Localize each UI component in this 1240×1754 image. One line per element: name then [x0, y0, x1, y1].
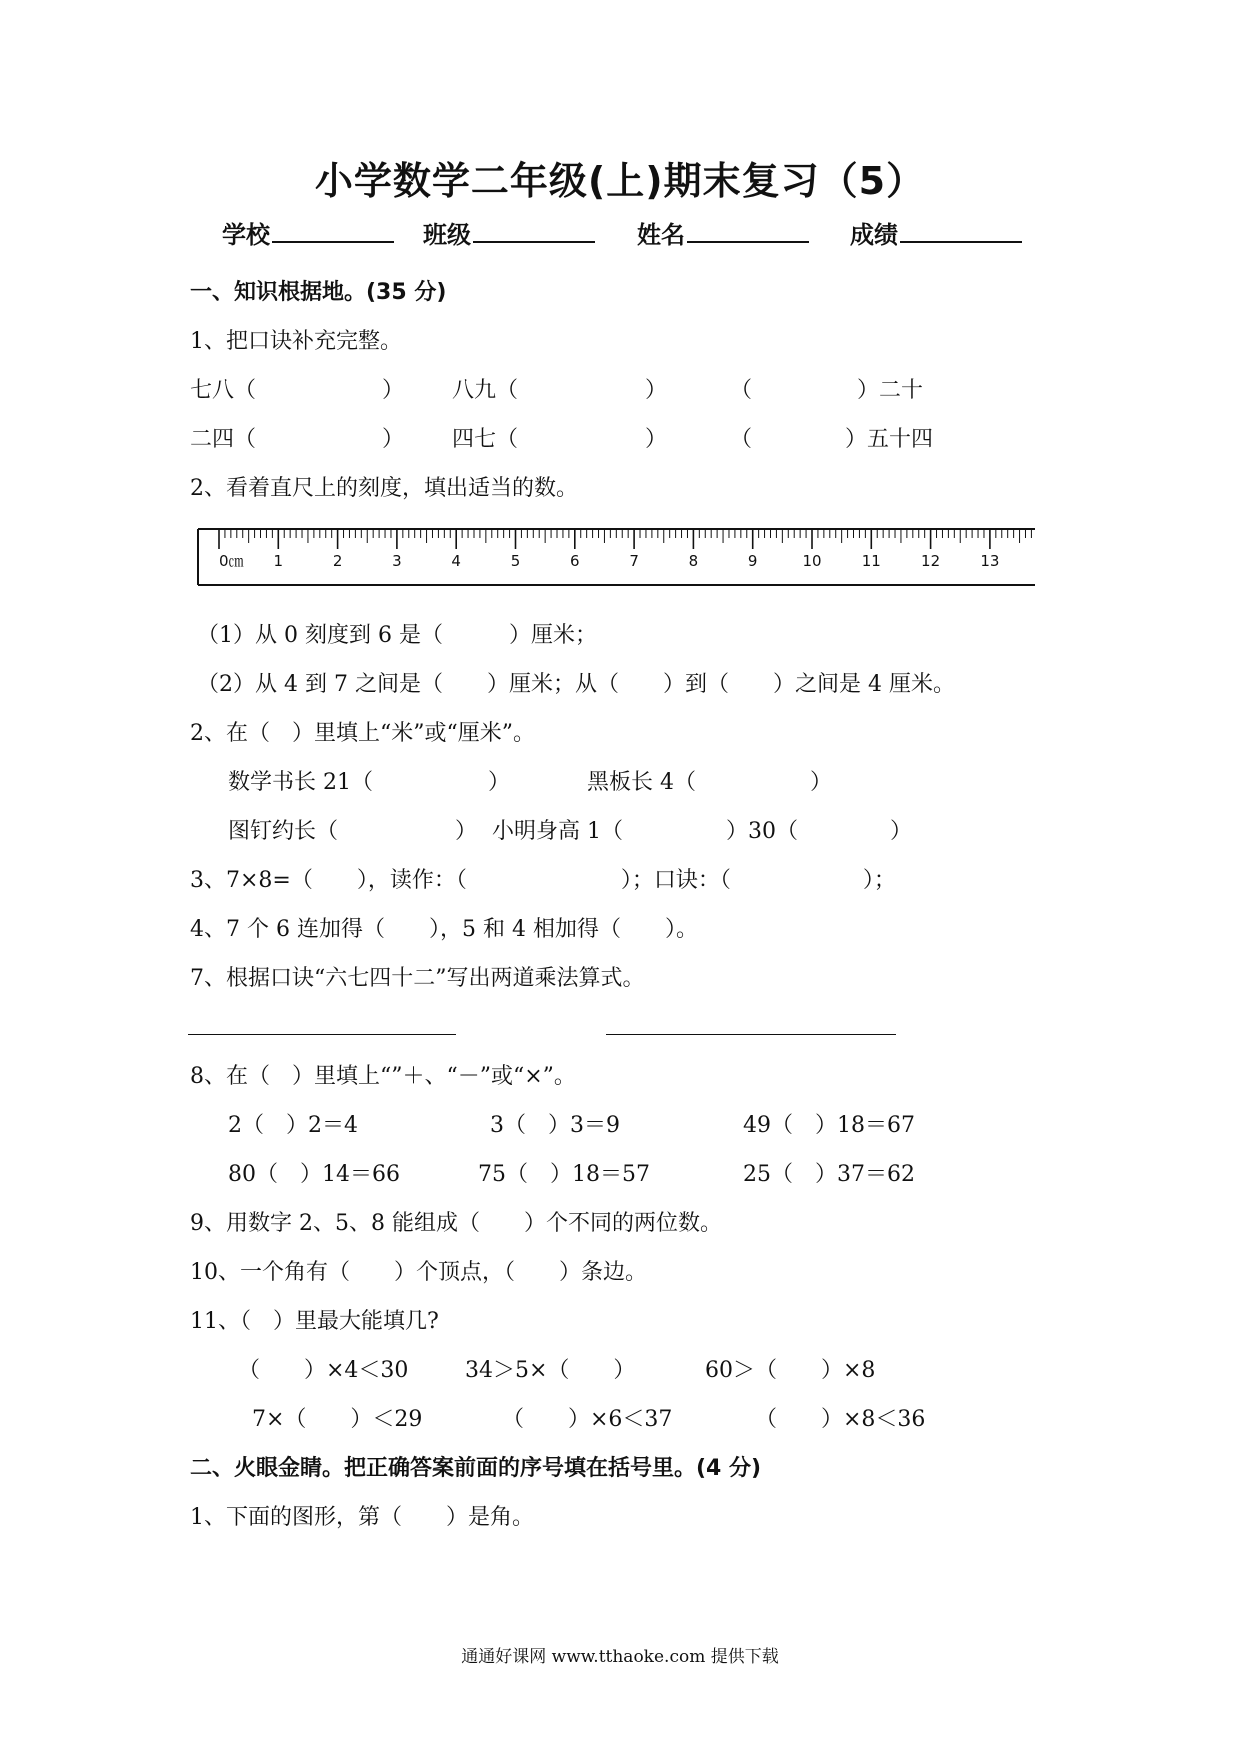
blank-line: [900, 219, 1022, 243]
q11-row2-a: 7×（ ）＜29: [252, 1407, 423, 1432]
q11-row1-c: 60＞（ ）×8: [705, 1358, 876, 1383]
ruler-label: 5: [510, 552, 521, 570]
q1-row1-f: ）二十: [857, 378, 924, 403]
q11-row1-b: 34＞5×（ ）: [465, 1358, 636, 1383]
q1-row1-d: ）: [645, 378, 668, 403]
q2b-row2-d: ）30（: [726, 819, 798, 844]
info-label: 成绩: [850, 221, 898, 249]
q1-row2-b: ）: [382, 427, 405, 452]
q2-sub1: （1）从 0 刻度到 6 是（ ）厘米；: [197, 623, 597, 648]
q1-row1-a: 七八（: [190, 378, 257, 403]
q1-row2-d: ）: [645, 427, 668, 452]
q2b-prompt: 2、在（ ）里填上“米”或“厘米”。: [190, 721, 535, 746]
info-label: 学校: [222, 221, 270, 249]
ruler-diagram: [197, 528, 1035, 586]
q2b-row2-c: 小明身高 1（: [492, 819, 623, 844]
q2b-row2-e: ）: [890, 819, 913, 844]
q1-row1-b: ）: [382, 378, 405, 403]
ruler-label: 2: [332, 552, 343, 570]
q11-row2-b: （ ）×6＜37: [502, 1407, 673, 1432]
section2-q1: 1、下面的图形，第（ ）是角。: [190, 1505, 534, 1530]
q2b-row1-c: 黑板长 4（: [587, 770, 696, 795]
q8-row2-a: 80（ ）14＝66: [228, 1162, 400, 1187]
ruler-label: 7: [629, 552, 639, 570]
q8-row1-b: 3（ ）3＝9: [490, 1113, 620, 1138]
blank-line: [473, 219, 595, 243]
q1-row2-c: 四七（: [452, 427, 519, 452]
q9: 9、用数字 2、5、8 能组成（ ）个不同的两位数。: [190, 1211, 722, 1236]
q2b-row1-b: ）: [488, 770, 511, 795]
ruler-label: 8: [688, 552, 699, 570]
page-title: 小学数学二年级(上)期末复习（5）: [314, 159, 926, 203]
q8-row1-c: 49（ ）18＝67: [743, 1113, 915, 1138]
q2b-row1-d: ）: [810, 770, 833, 795]
ruler-label: 4: [451, 552, 461, 570]
q8-row2-c: 25（ ）37＝62: [743, 1162, 915, 1187]
q1-row2-a: 二四（: [190, 427, 257, 452]
q2-sub2: （2）从 4 到 7 之间是（ ）厘米；从（ ）到（ ）之间是 4 厘米。: [197, 672, 955, 697]
q3: 3、7×8=（ ），读作：（ ）；口诀：（ ）；: [190, 868, 896, 893]
q2-prompt: 2、看着直尺上的刻度，填出适当的数。: [190, 476, 578, 501]
q2b-row2-a: 图钉约长（: [228, 819, 339, 844]
answer-line-1[interactable]: [188, 1034, 456, 1035]
section2-heading: 二、火眼金睛。把正确答案前面的序号填在括号里。(4 分): [190, 1456, 762, 1481]
ruler-label: 0㎝: [219, 552, 244, 570]
q1-row2-f: ）五十四: [845, 427, 934, 452]
info-score: [850, 215, 1022, 250]
q1-row2-e: （: [730, 427, 753, 452]
ruler-label: 9: [747, 552, 758, 570]
q7: 7、根据口诀“六七四十二”写出两道乘法算式。: [190, 966, 645, 991]
blank-line: [687, 219, 809, 243]
section1-heading: 一、知识根据地。(35 分): [190, 280, 447, 305]
q8-prompt: 8、在（ ）里填上“”＋、“－”或“×”。: [190, 1064, 576, 1089]
q8-row2-b: 75（ ）18＝57: [478, 1162, 650, 1187]
ruler-label: 6: [570, 552, 580, 570]
ruler-label: 13: [980, 552, 1000, 570]
footer-text: 通通好课网 www.tthaoke.com 提供下载: [461, 1647, 779, 1667]
q8-row1-a: 2（ ）2＝4: [228, 1113, 358, 1138]
info-label: 班级: [423, 221, 471, 249]
ruler-labels: [219, 552, 999, 570]
q1-row1-e: （: [730, 378, 753, 403]
info-name: [637, 215, 809, 250]
blank-line: [272, 219, 394, 243]
q1-row1-c: 八九（: [452, 378, 519, 403]
q2b-row2-b: ）: [455, 819, 478, 844]
answer-line-2[interactable]: [606, 1034, 896, 1035]
q11-row1-a: （ ）×4＜30: [238, 1358, 409, 1383]
info-class: [423, 215, 595, 250]
q11-prompt: 11、（ ）里最大能填几?: [190, 1309, 439, 1334]
info-school: [222, 215, 394, 250]
q2b-row1-a: 数学书长 21（: [228, 770, 373, 795]
ruler-label: 10: [802, 552, 822, 570]
q11-row2-c: （ ）×8＜36: [755, 1407, 926, 1432]
ruler-label: 11: [861, 552, 881, 570]
ruler-label: 12: [921, 552, 941, 570]
ruler-label: 1: [273, 552, 284, 570]
q4: 4、7 个 6 连加得（ ），5 和 4 相加得（ ）。: [190, 917, 698, 942]
q1-prompt: 1、把口诀补充完整。: [190, 329, 402, 354]
ruler-label: 3: [392, 552, 402, 570]
info-label: 姓名: [637, 221, 685, 249]
q10: 10、一个角有（ ）个顶点，（ ）条边。: [190, 1260, 647, 1285]
ruler-ticks: [219, 529, 1031, 549]
